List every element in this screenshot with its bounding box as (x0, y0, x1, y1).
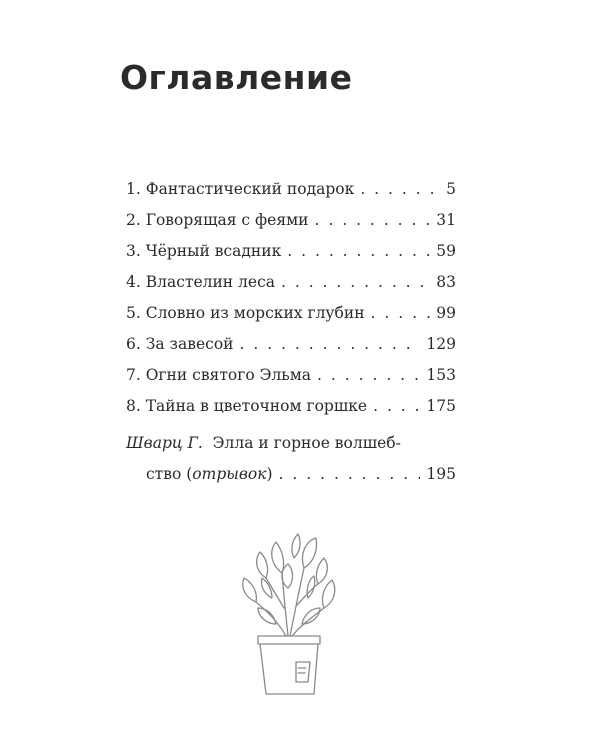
toc-entry-6[interactable] (126, 329, 456, 360)
toc-entry-label: 2. Говорящая с феями (126, 211, 309, 229)
toc-entry-2[interactable] (126, 205, 456, 236)
toc-entry-3[interactable] (126, 236, 456, 267)
excerpt-title-end (146, 459, 273, 490)
toc-entry-1[interactable] (126, 174, 456, 205)
page-title: Оглавление (120, 58, 353, 97)
toc-entry-page: 83 (436, 273, 456, 291)
toc-entry-page: 31 (436, 211, 456, 229)
toc-entry-8[interactable] (126, 391, 456, 422)
excerpt-line-2 (126, 459, 456, 490)
toc-entry-page: 153 (426, 366, 456, 384)
toc-leader (315, 205, 431, 236)
excerpt-line-1 (126, 428, 456, 459)
toc-leader (371, 298, 431, 329)
excerpt-close: ) (266, 465, 273, 483)
toc-leader (281, 267, 430, 298)
toc-entry-label: 7. Огни святого Эльма (126, 366, 312, 384)
excerpt-page: 195 (426, 465, 456, 483)
toc-leader (360, 174, 440, 205)
toc-leader (317, 360, 420, 391)
toc-entry-page: 59 (436, 242, 456, 260)
toc-entry-page: 129 (426, 335, 456, 353)
toc-entry-page: 5 (446, 180, 456, 198)
toc-entry-page: 99 (436, 304, 456, 322)
toc-entry-label: 5. Словно из морских глубин (126, 304, 365, 322)
table-of-contents (126, 174, 456, 422)
toc-entry-5[interactable] (126, 298, 456, 329)
toc-entry-4[interactable] (126, 267, 456, 298)
excerpt-title-start: Элла и горное волшеб- (212, 434, 401, 452)
toc-entry-label: 3. Чёрный всадник (126, 242, 282, 260)
excerpt-note: отрывок (192, 465, 267, 483)
excerpt-author: Шварц Г. (126, 434, 203, 452)
toc-entry-label: 1. Фантастический подарок (126, 180, 355, 198)
toc-leader (287, 236, 430, 267)
excerpt-entry[interactable] (126, 428, 456, 490)
toc-leader (279, 459, 421, 490)
toc-entry-label: 4. Властелин леса (126, 273, 275, 291)
toc-leader (373, 391, 420, 422)
toc-entry-7[interactable] (126, 360, 456, 391)
toc-entry-page: 175 (426, 397, 456, 415)
excerpt-title-cont: ство ( (146, 465, 193, 483)
toc-entry-label: 8. Тайна в цветочном горшке (126, 397, 368, 415)
potted-plant-icon (238, 528, 338, 696)
toc-entry-label: 6. За завесой (126, 335, 234, 353)
toc-leader (239, 329, 420, 360)
